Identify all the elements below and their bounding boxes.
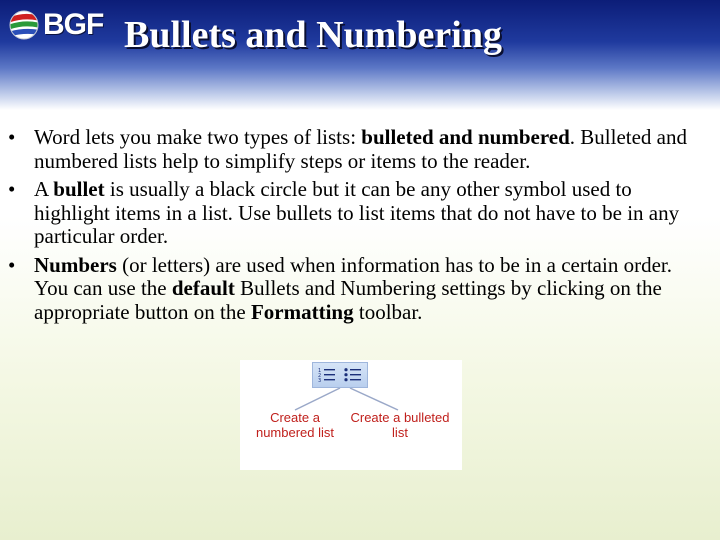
- bullet-text: Word lets you make two types of lists:: [34, 125, 362, 149]
- logo-text: BGF: [43, 8, 104, 41]
- bullet-bold-text: Formatting: [250, 299, 354, 324]
- bulleted-list-caption: Create a bulleted list: [350, 410, 450, 440]
- toolbar-figure: [240, 360, 462, 470]
- bullet-marker: •: [8, 177, 16, 201]
- bullet-marker: •: [8, 125, 16, 149]
- bullet-text: . Bulleted and numbered lists help to simplify steps or items to the reader.: [34, 125, 688, 173]
- bullet-item: [8, 254, 698, 325]
- svg-text:1: 1: [318, 368, 322, 374]
- bullet-bold-text: bullet: [53, 177, 105, 201]
- bullet-bold-text: default: [171, 276, 235, 300]
- slide-header: [0, 0, 720, 110]
- svg-text:2: 2: [318, 373, 322, 379]
- logo: [8, 8, 103, 42]
- bullet-text: toolbar.: [353, 299, 423, 324]
- bullet-text: Bullets and Numbering settings by clicking on the appropriate button on the: [34, 276, 662, 324]
- bullet-bold-text: Numbers: [34, 252, 117, 277]
- bullet-text: (or letters) are used when information has to be in a certain order. You can use the: [34, 252, 672, 300]
- bullet-bold-text: bulleted and numbered: [361, 125, 570, 149]
- bgf-globe-icon: [8, 9, 40, 41]
- bullet-item: [8, 126, 698, 173]
- bullet-text: is usually a black circle but it can be any other symbol used to highlight items in a list. Use bullets to list items that do not have to be in any particular order.: [34, 177, 680, 248]
- bullet-text: A: [34, 177, 54, 201]
- numbering-icon[interactable]: [317, 366, 337, 384]
- formatting-toolbar-buttons: [312, 362, 368, 388]
- bullets-icon[interactable]: [343, 366, 363, 384]
- slide-title: Bullets and Numbering: [124, 14, 502, 56]
- bullet-item: [8, 178, 698, 249]
- svg-text:3: 3: [318, 378, 322, 384]
- bullet-list: [8, 126, 698, 329]
- bullet-marker: •: [8, 252, 16, 277]
- numbered-list-caption: Create a numbered list: [255, 410, 335, 440]
